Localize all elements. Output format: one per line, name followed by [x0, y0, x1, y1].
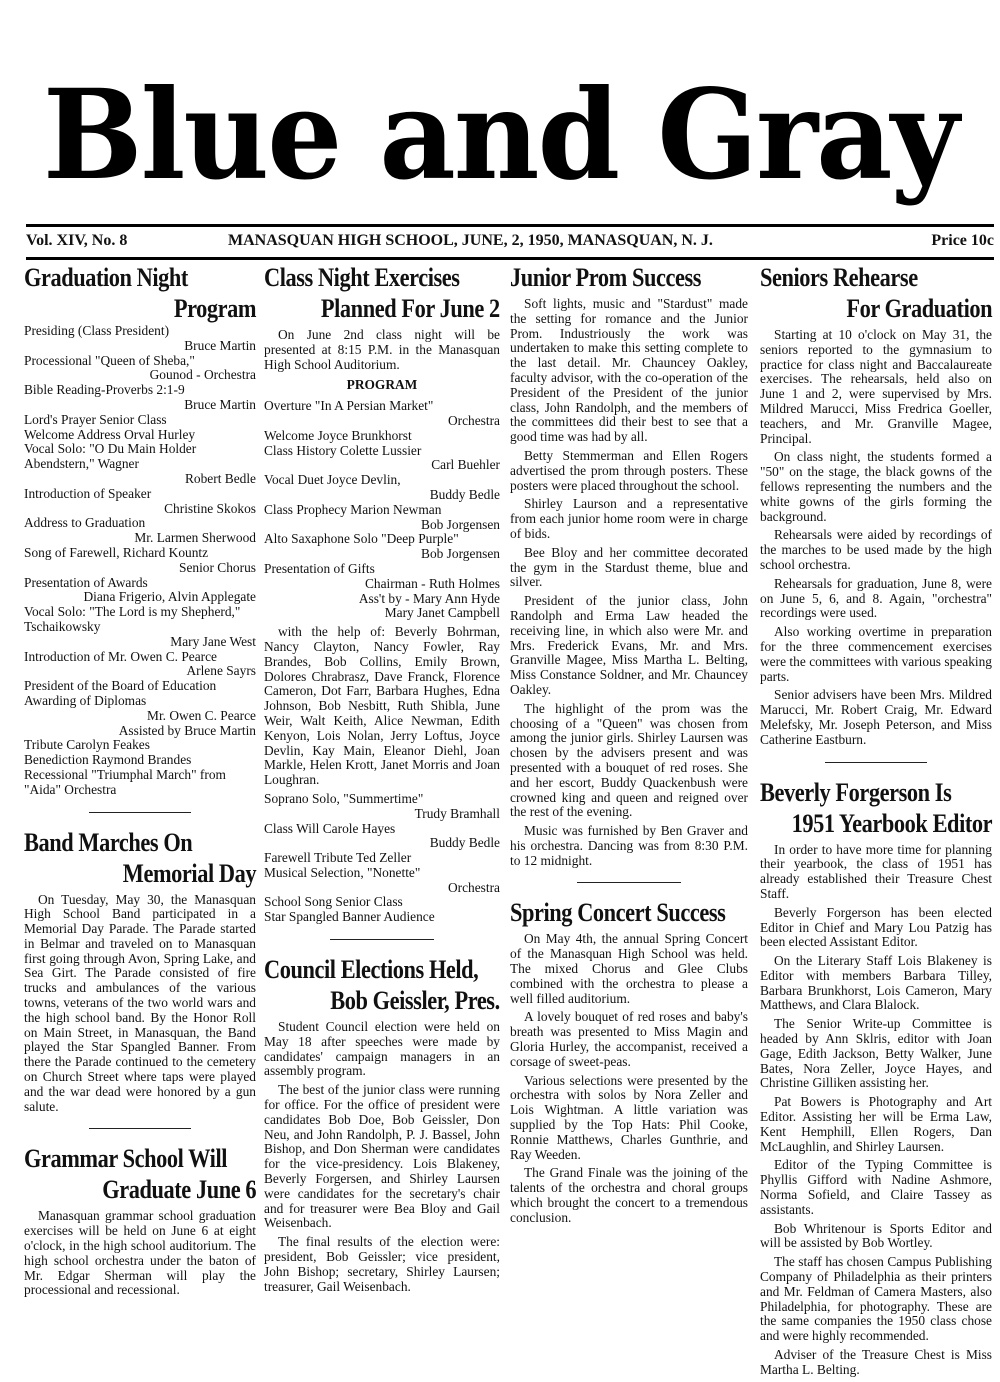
price: Price 10c — [931, 232, 994, 249]
divider — [89, 812, 191, 813]
gifts-helpers: with the help of: Beverly Bohrman, Nancy Clayton, Nancy Fowler, Ray Brandes, Bob Collins, Emily Brown, Dolores Chrabrasz, Dave Franck, Florence Cameron, Dot Farr, Barbara Hughes, Edna Johnson, Bob Nesbitt, Ruth Shibla, June Weir, Walt Keith, Alice Newman, Edith Kenyon, Lois Nolan, Jerry Loftus, Joyce Devlin, Kay Main, Eleanor Diehl, Joan Markle, Helen Krott, Janet Morris and Joan Loughran. — [264, 624, 500, 788]
grammar-school-article: Manasquan grammar school graduation exercises will be held on June 6 at eight o'clock, in the high school auditorium. The high school orchestra under the baton of Mr. Edgar Sherman will play the processional and recessional. — [24, 1208, 256, 1298]
dateline: MANASQUAN HIGH SCHOOL, JUNE, 2, 1950, MANASQUAN, N. J. — [228, 232, 713, 249]
newspaper-title: Blue and Gray — [42, 61, 958, 208]
divider — [577, 882, 682, 883]
grammar-school-headline-2: Graduate June 6 — [102, 1175, 257, 1205]
yearbook-paragraph: On the Literary Staff Lois Blakeney is Editor with members Barbara Tilley, Barbara Brunkhorst, Lois Cameron, Mary Matthews, and Clara Blalock. — [760, 953, 992, 1013]
band-article: On Tuesday, May 30, the Manasquan High School Band participated in a Memorial Day Parade. The Parade started in Belmar and traveled on to Manasquan first going through Avon, Spring Lake, and Sea Girt. The Parade consisted of fire trucks and ambulances of the various towns, veterans of the two world wars and the high school band. By the Honor Roll on Main Street, in Manasquan, the Band played the Star Spangled Banner. From there the Parade continued to the cemetery on Church Street where taps were played and the war dead were honored by a gun salute. — [24, 891, 256, 1114]
program-label: PROGRAM — [346, 377, 418, 393]
yearbook-paragraph: In order to have more time for planning their yearbook, the class of 1951 has already established their Treasure Chest Staff. — [760, 841, 992, 901]
class-night-intro: On June 2nd class night will be presented at 8:15 P.M. in the Manasquan High School Auditorium. — [264, 327, 500, 372]
prom-paragraph: Music was furnished by Ben Graver and his orchestra. Dancing was from 8:30 P.M. to 12 midnight. — [510, 823, 748, 868]
graduation-headline-2: Program — [173, 294, 256, 323]
column-3 — [510, 262, 748, 1230]
divider — [825, 762, 927, 763]
prom-paragraph: President of the junior class, John Randolph and Erma Law headed the receiving line, in which also were Mr. and Mrs. Frederick Evans, Mr. and Mrs. Granville Magee, Miss Martha L. Belting, Miss Constance Soldner, and Mr. Chauncey Oakley. — [510, 593, 748, 697]
yearbook-paragraph: Adviser of the Treasure Chest is Miss Martha L. Belting. — [760, 1347, 992, 1377]
yearbook-headline-2: 1951 Yearbook Editor — [791, 808, 992, 838]
council-paragraph: Student Council election were held on May 18 after speeches were made by candidates' campaign managers in an assembly program. — [264, 1019, 500, 1079]
concert-paragraph: On May 4th, the annual Spring Concert of the Manasquan High School was held. The mixed Chorus and Glee Clubs combined with the orchestra to please a well filled auditorium. — [510, 931, 748, 1006]
prom-paragraph: Shirley Laurson and a representative from each junior home room were in charge of bids. — [510, 496, 748, 541]
prom-paragraph: The highlight of the prom was the choosing of a "Queen" was chosen from among the junior girls. Shirley Laursen was chosen by the advisers present and was presented with a bouquet of red roses. She and her escort, Buddy Quackenbush were crowned king and queen and reigned over the rest of the evening. — [510, 700, 748, 820]
yearbook-headline: Beverly Forgerson Is — [760, 777, 952, 807]
graduation-program: Presiding (Class President) Bruce Martin Processional "Queen of Sheba," Gounod - Orchestra Bible Reading-Proverbs 2:1-9 Bruce Martin Lord's Prayer Senior Class Welcome Address Orval Hurley Vocal Solo: "O Du Main Holder Abendstern," Wagner Robert Bedle Introduction of Speaker Christine Skokos Address to Graduation Mr. Larmen Sherwood Song of Farewell, Richard Kountz Senior Chorus Presentation of Awards Diana Frigerio, Alvin Applegate Vocal Solo: "The Lord is my Shepherd," Tschaikowsky Mary Jane West Introduction of Mr. Owen C. Pearce Arlene Sayrs President of the Board of Education Awarding of Diplomas Mr. Owen C. Pearce Assisted by Bruce Martin Tribute Carolyn Feakes Benediction Raymond Brandes Recessional "Triumphal March" from "Aida" Orchestra — [24, 323, 256, 797]
band-headline-2: Memorial Day — [122, 858, 257, 888]
seniors-paragraph: Senior advisers have been Mrs. Mildred Marucci, Mr. Robert Craig, Mr. Edward Melefsky, Mr. Joseph Peterson, and Miss Catherine Eastburn. — [760, 687, 992, 747]
class-night-headline-2: Planned For June 2 — [321, 294, 500, 323]
concert-paragraph: A lovely bouquet of red roses and baby's breath was presented to Miss Magin and Gloria Hurley, the accompanist, received a corsage of sweet-peas. — [510, 1009, 748, 1069]
council-paragraph: The best of the junior class were running for office. For the office of president were candidates Bob Doe, Bob Geissler, Don Neu, and John Randolph, P. J. Bassel, John Bishop, and Don Sherman were candidates for the vice-presidency. Lois Blakeney, Beverly Forgersen, and Shirley Laursen were candidates for the secretary's chair and for treasurer were Bea Bloy and Gail Weisenbach. — [264, 1082, 500, 1231]
seniors-paragraph: Rehearsals for graduation, June 8, were on June 5, 6, and 8. Again, "orchestra" recordings were used. — [760, 575, 992, 621]
council-paragraph: The final results of the election were: president, Bob Geissler; vice president, John Bishop; secretary, Shirley Laursen; treasurer, Gail Weisenbach. — [264, 1234, 500, 1294]
junior-prom-headline: Junior Prom Success — [510, 263, 702, 292]
folio-line — [26, 224, 994, 260]
spring-concert-headline: Spring Concert Success — [510, 898, 726, 928]
class-night-headline: Class Night Exercises — [264, 263, 460, 292]
yearbook-paragraph: Pat Bowers is Photography and Art Editor. Assisting her will be Erma Law, Kent Hemphill, Ellen Rogers, Dan McLaughlin, and Shirley Laursen. — [760, 1094, 992, 1154]
seniors-headline-2: For Graduation — [846, 294, 992, 323]
prom-paragraph: Betty Stemmerman and Ellen Rogers advertised the prom through posters. These posters were placed throughout the school. — [510, 447, 748, 493]
concert-paragraph: The Grand Finale was the joining of the talents of the orchestra and choral groups which brought the concert to a tremendous conclusion. — [510, 1165, 748, 1225]
concert-paragraph: Various selections were presented by the orchestra with solos by Nora Zeller and Lois Wightman. A little variation was supplied by the Top Hats: Phil Cooke, Ronnie Matthews, Charles Gunthrie, and Ray Weeden. — [510, 1072, 748, 1162]
divider — [89, 1128, 191, 1129]
column-1 — [24, 262, 256, 1302]
divider — [330, 939, 434, 940]
grammar-school-headline: Grammar School Will — [24, 1144, 228, 1174]
council-headline-2: Bob Geissler, Pres. — [330, 986, 500, 1016]
prom-paragraph: Bee Bloy and her committee decorated the gym in the Stardust theme, blue and silver. — [510, 544, 748, 590]
seniors-headline: Seniors Rehearse — [760, 263, 918, 292]
graduation-headline: Graduation Night — [24, 263, 188, 292]
seniors-paragraph: Rehearsals were aided by recordings of the marches to be used made by the high school orchestra. — [760, 527, 992, 572]
seniors-paragraph: On class night, the students formed a "50" on the stage, the black gowns of the fellows representing the numbers and the white gowns of the girls forming the background. — [760, 449, 992, 524]
seniors-paragraph: Also working overtime in preparation for the three commencement exercises were the committees with various speaking parts. — [760, 624, 992, 684]
class-night-program: Overture "In A Persian Market" Orchestra Welcome Joyce Brunkhorst Class History Colette Lussier Carl Buehler Vocal Duet Joyce Devlin, Buddy Bedle Class Prophecy Marion Newman Bob Jorgensen Alto Saxaphone Solo "Deep Purple" Bob Jorgensen Presentation of Gifts Chairman - Ruth Holmes Ass't by - Mary Ann Hyde Mary Janet Campbell — [264, 398, 500, 621]
seniors-paragraph: Starting at 10 o'clock on May 31, the seniors reported to the gymnasium to practice for class night and Baccalaureate exercises. The rehearsals, held also on June 1 and 2, were supervised by Mrs. Mildred Marucci, Miss Fredrica Goeller, teachers, and Mr. Granville Magee, Principal. — [760, 327, 992, 446]
yearbook-paragraph: The staff has chosen Campus Publishing Company of Philadelphia as their printers and Mr. Feldman of Camera Masters, also Philadelphia, for photography. These are the same companies the 1950 class chose and were highly recommended. — [760, 1254, 992, 1344]
band-headline: Band Marches On — [24, 827, 193, 857]
column-2 — [264, 262, 500, 1298]
yearbook-paragraph: Beverly Forgerson has been elected Editor in Chief and Mary Lou Patzig has been elected Assistant Editor. — [760, 904, 992, 950]
yearbook-paragraph: Bob Whritenour is Sports Editor and will be assisted by Bob Wortley. — [760, 1220, 992, 1251]
class-night-program-2: Soprano Solo, "Summertime" Trudy Bramhall Class Will Carole Hayes Buddy Bedle Farewell Tribute Ted Zeller Musical Selection, "Nonette" Orchestra School Song Senior Class Star Spangled Banner Audience — [264, 790, 500, 925]
yearbook-paragraph: The Senior Write-up Committee is headed by Ann Sklris, editor with Joan Gage, Edith Jackson, Betty Walker, June Bates, Nora Zeller, Joyce Hayes, and Christine Gilliken assisting her. — [760, 1016, 992, 1091]
council-headline: Council Elections Held, — [264, 955, 479, 985]
prom-paragraph: Soft lights, music and "Stardust" made the setting for romance and the Junior Prom. Industriously the work was undertaken to make this setting complete to the last detail. Mr. Chauncey Oakley, faculty advisor, with the co-operation of the President of the President of the junior class, John Randolph, and the members of the committees did their best to see that a good time was had by all. — [510, 296, 748, 445]
volume-number: Vol. XIV, No. 8 — [26, 232, 128, 249]
column-4 — [760, 262, 992, 1382]
masthead — [0, 60, 1000, 210]
yearbook-paragraph: Editor of the Typing Committee is Phyllis Gifford with Nadine Ashmore, Norma Sofield, and Claire Tassey as assistants. — [760, 1157, 992, 1217]
